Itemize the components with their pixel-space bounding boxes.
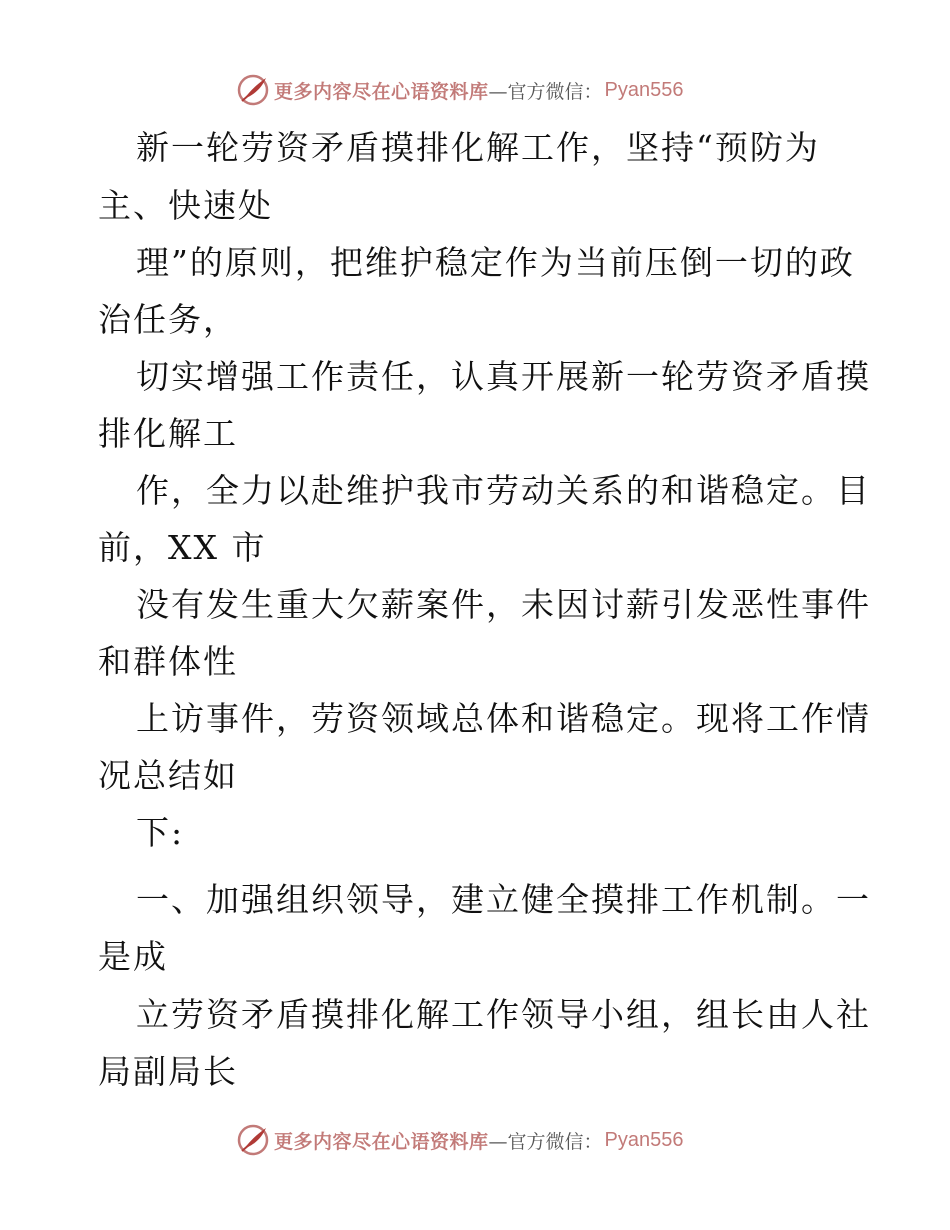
text-line: 下:	[136, 813, 185, 852]
text-line: 上访事件，劳资领域总体和谐稳定。现将工作情	[136, 699, 871, 738]
header-watermark	[236, 72, 684, 108]
text-line: 作，全力以赴维护我市劳动关系的和谐稳定。目	[136, 471, 871, 510]
watermark-wechat-id: Pyan556	[604, 1128, 684, 1151]
text-line: 切实增强工作责任，认真开展新一轮劳资矛盾摸	[136, 357, 871, 396]
text-line: 新一轮劳资矛盾摸排化解工作，坚持“预防为	[136, 128, 820, 167]
text-line: 主、快速处	[98, 186, 273, 225]
text-line: 没有发生重大欠薪案件，未因讨薪引发恶性事件	[136, 585, 871, 624]
text-line: 和群体性	[98, 642, 238, 681]
watermark-separator: —官方微信：	[488, 1130, 603, 1153]
quill-logo-icon	[236, 1123, 270, 1157]
text-line: 一、加强组织领导，建立健全摸排工作机制。一	[136, 880, 871, 919]
text-line: 理”的原则，把维护稳定作为当前压倒一切的政	[136, 243, 855, 282]
watermark-wechat-id: Pyan556	[604, 78, 684, 101]
text-line: 前，XX 市	[98, 528, 267, 567]
quill-logo-icon	[236, 73, 270, 107]
text-line: 治任务，	[98, 300, 238, 339]
watermark-separator: —官方微信：	[488, 80, 603, 103]
watermark-text: 更多内容尽在心语资料库	[274, 1130, 489, 1153]
text-line: 立劳资矛盾摸排化解工作领导小组，组长由人社	[136, 995, 871, 1034]
footer-watermark	[236, 1122, 684, 1158]
watermark-text: 更多内容尽在心语资料库	[274, 80, 489, 103]
text-line: 是成	[98, 937, 168, 976]
text-line: 局副局长	[98, 1052, 238, 1091]
text-line: 排化解工	[98, 414, 238, 453]
text-line: 况总结如	[98, 756, 238, 795]
